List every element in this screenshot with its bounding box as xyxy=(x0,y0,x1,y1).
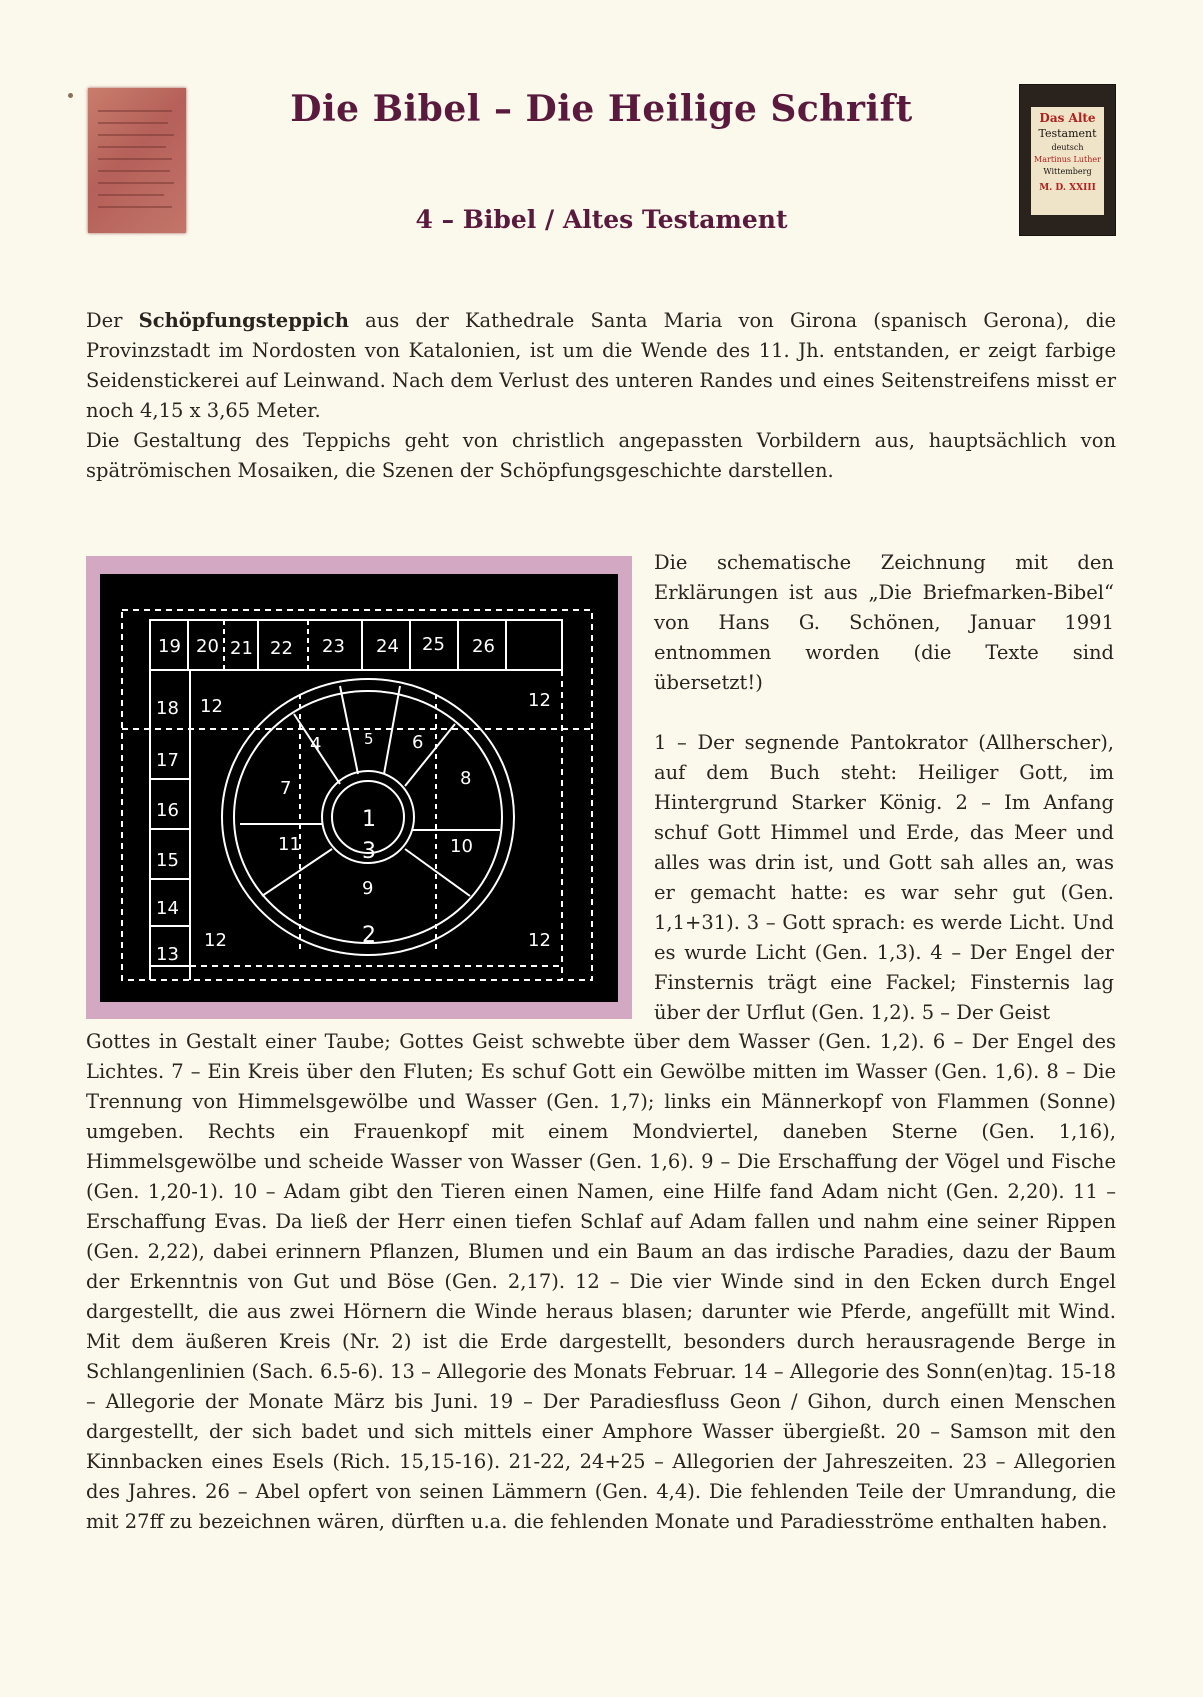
intro-paragraph: Der Schöpfungsteppich aus der Kathedrale Santa Maria von Girona (spanisch Gerona), die Provinzstadt im Nordosten von Katalonien, ist um die Wende des 11. Jh. entstanden, er zeigt farbige Seidenstickerei auf Leinwand. Nach dem Verlust des unteren Randes und eines Seitenstreifens misst er noch 4,15 x 3,65 Meter. Die Gestaltung des Teppichs geht von christlich angepassten Vorbildern aus, hauptsächlich von spätrömischen Mosaiken, die Szenen der Schöpfungsgeschichte darstellen. xyxy=(86,309,1117,482)
cover-line: Wittemberg xyxy=(1043,167,1092,176)
label-5: 5 xyxy=(364,730,374,748)
label-9: 9 xyxy=(362,878,374,899)
label-13: 13 xyxy=(156,944,179,965)
cover-line: deutsch xyxy=(1051,143,1084,152)
label-15: 15 xyxy=(156,850,179,871)
label-16: 16 xyxy=(156,800,179,821)
label-26: 26 xyxy=(472,636,495,657)
page-subtitle: 4 – Bibel / Altes Testament xyxy=(415,205,788,234)
schematic-diagram xyxy=(100,574,618,1002)
label-12-bottom-right: 12 xyxy=(528,930,551,951)
cover-line: M. D. XXIII xyxy=(1039,183,1096,193)
legend-start: 1 – Der segnende Pantokrator (Allherscher), auf dem Buch steht: Heiliger Gott, im Hintergrund Starker König. 2 – Im Anfang schuf Gott Himmel und Erde, das Meer und alles was drin ist, und Gott sah alles an, was er gemacht hatte: es war sehr gut (Gen. 1,1+31). 3 – Gott sprach: es werde Licht. Und es wurde Licht (Gen. 1,3). 4 – Der Engel der Finsternis trägt eine Fackel; Finsternis lag über der Urflut (Gen. 1,2). 5 – Der Geist xyxy=(654,731,1114,1024)
label-4: 4 xyxy=(310,734,322,755)
label-17: 17 xyxy=(156,750,179,771)
label-12-bottom-left: 12 xyxy=(204,930,227,951)
label-22: 22 xyxy=(270,638,293,659)
diagram-frame xyxy=(86,556,632,1019)
cover-line: Testament xyxy=(1038,127,1097,140)
label-21: 21 xyxy=(230,638,253,659)
highlight-term: Schöpfungsteppich xyxy=(138,309,349,332)
label-12-top-right: 12 xyxy=(528,690,551,711)
cover-line: Martinus Luther xyxy=(1034,155,1101,164)
luther-bible-cover xyxy=(1019,84,1116,236)
intro-second: Die Gestaltung des Teppichs geht von christlich angepassten Vorbildern aus, hauptsächlich von spätrömischen Mosaiken, die Szenen der Schöpfungsgeschichte darstellen. xyxy=(86,429,1116,482)
source-note: Die schematische Zeichnung mit den Erklärungen ist aus „Die Briefmarken-Bibel“ von Hans G. Schönen, Januar 1991 entnommen worden (die Texte sind übersetzt!) xyxy=(654,551,1114,694)
label-23: 23 xyxy=(322,636,345,657)
label-7: 7 xyxy=(280,778,292,799)
label-14: 14 xyxy=(156,898,179,919)
label-2: 2 xyxy=(362,923,376,948)
label-20: 20 xyxy=(196,636,219,657)
label-10: 10 xyxy=(450,836,473,857)
page-title: Die Bibel – Die Heilige Schrift xyxy=(290,88,913,130)
label-25: 25 xyxy=(422,634,445,655)
label-19: 19 xyxy=(158,636,181,657)
cover-line: Das Alte xyxy=(1039,111,1096,125)
label-12-top-left: 12 xyxy=(200,696,223,717)
label-11: 11 xyxy=(278,834,301,855)
label-24: 24 xyxy=(376,636,399,657)
label-3: 3 xyxy=(362,839,376,864)
legend-continued: Gottes in Gestalt einer Taube; Gottes Geist schwebte über dem Wasser (Gen. 1,2). 6 – Der Engel des Lichtes. 7 – Ein Kreis über den Fluten; Es schuf Gott ein Gewölbe mitten im Wasser (Gen. 1,6). 8 – Die Trennung von Himmelsgewölbe und Wasser (Gen. 1,7); links ein Männerkopf von Flammen (Sonne) umgeben. Rechts ein Frauenkopf mit einem Mondviertel, daneben Sterne (Gen. 1,16), Himmelsgewölbe und scheide Wasser von Wasser (Gen. 1,6). 9 – Die Erschaffung der Vögel und Fische (Gen. 1,20-1). 10 – Adam gibt den Tieren einen Namen, eine Hilfe fand Adam nicht (Gen. 2,20). 11 – Erschaffung Evas. Da ließ der Herr einen tiefen Schlaf auf Adam fallen und nahm eine seiner Rippen (Gen. 2,22), dabei erinnern Pflanzen, Blumen und ein Baum an das irdische Paradies, dazu der Baum der Erkenntnis von Gut und Böse (Gen. 2,17). 12 – Die vier Winde sind in den Ecken durch Engel dargestellt, die aus zwei Hörnern die Winde heraus blasen; darunter wie Pferde, angefüllt mit Wind. Mit dem äußeren Kreis (Nr. 2) ist die Erde dargestellt, besonders durch herausragende Berge in Schlangenlinien (Sach. 6.5-6). 13 – Allegorie des Monats Februar. 14 – Allegorie des Sonn(en)tag. 15-18 – Allegorie der Monate März bis Juni. 19 – Der Paradiesfluss Geon / Gihon, durch einen Menschen dargestellt, der sich badet und sich mittels einer Amphore Wasser übergießt. 20 – Samson mit den Kinnbacken eines Esels (Rich. 15,15-16). 21-22, 24+25 – Allegorien der Jahreszeiten. 23 – Allegorien des Jahres. 26 – Abel opfert von seinen Lämmern (Gen. 4,4). Die fehlenden Teile der Umrandung, die mit 27ff zu bezeichnen wären, dürften u.a. die fehlenden Monate und Paradiesströme enthalten haben. xyxy=(86,1030,1116,1533)
label-18: 18 xyxy=(156,698,179,719)
label-8: 8 xyxy=(460,768,472,789)
label-1: 1 xyxy=(362,807,376,832)
label-6: 6 xyxy=(412,732,424,753)
